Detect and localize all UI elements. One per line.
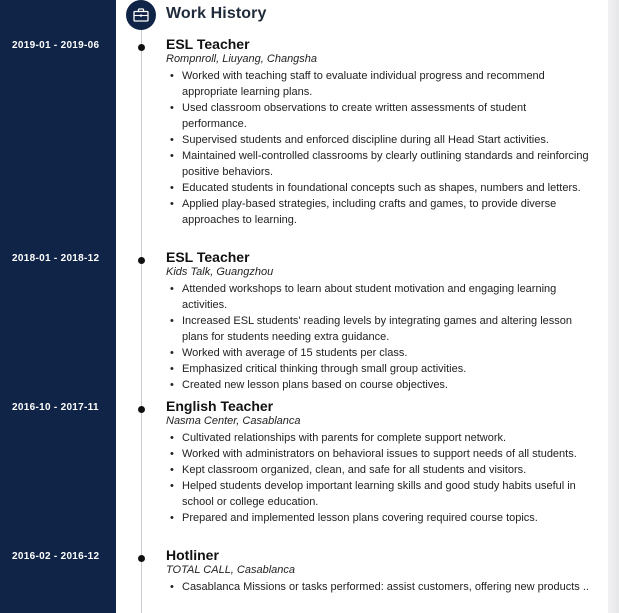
- list-item: • Kept classroom organized, clean, and safe for all students and visitors.: [166, 462, 591, 478]
- job-dates: 2018-01 - 2018-12: [12, 253, 100, 264]
- list-item: • Worked with average of 15 students per class.: [166, 345, 591, 361]
- job-title: English Teacher: [166, 398, 274, 414]
- job-bullets: [166, 281, 591, 393]
- list-item: • Educated students in foundational concepts such as shapes, numbers and letters.: [166, 180, 591, 196]
- list-item: • Created new lesson plans based on course objectives.: [166, 377, 591, 393]
- list-item: • Supervised students and enforced discipline during all Head Start activities.: [166, 132, 591, 148]
- page-edge-shadow: [608, 0, 619, 613]
- job-dates: 2016-02 - 2016-12: [12, 551, 100, 562]
- timeline-dot: [138, 555, 145, 562]
- timeline-dot: [138, 257, 145, 264]
- list-item: • Increased ESL students' reading levels by integrating games and altering lesson plans for students needing extra guidance.: [166, 313, 591, 345]
- list-item: • Casablanca Missions or tasks performed: assist customers, offering new products ..: [166, 579, 591, 595]
- job-title: Hotliner: [166, 547, 219, 563]
- list-item: • Cultivated relationships with parents for complete support network.: [166, 430, 591, 446]
- job-dates: 2016-10 - 2017-11: [12, 402, 99, 413]
- job-dates: 2019-01 - 2019-06: [12, 40, 100, 51]
- list-item: • Prepared and implemented lesson plans covering required course topics.: [166, 510, 591, 526]
- list-item: • Maintained well-controlled classrooms by clearly outlining standards and reinforcing positive behaviors.: [166, 148, 591, 180]
- section-title: Work History: [166, 5, 267, 22]
- job-title: ESL Teacher: [166, 36, 250, 52]
- job-title: ESL Teacher: [166, 249, 250, 265]
- sidebar: [0, 0, 116, 613]
- job-company: Nasma Center, Casablanca: [166, 415, 301, 427]
- timeline-line: [141, 28, 142, 613]
- timeline-dot: [138, 406, 145, 413]
- list-item: • Attended workshops to learn about student motivation and engaging learning activities.: [166, 281, 591, 313]
- briefcase-icon: [126, 0, 156, 30]
- list-item: • Worked with administrators on behavioral issues to support needs of all students.: [166, 446, 591, 462]
- job-bullets: [166, 68, 591, 228]
- job-bullets: [166, 430, 591, 526]
- job-company: Kids Talk, Guangzhou: [166, 266, 274, 278]
- list-item: • Emphasized critical thinking through small group activities.: [166, 361, 591, 377]
- job-bullets: [166, 579, 591, 595]
- list-item: • Applied play-based strategies, including crafts and games, to provide diverse approaches to learning.: [166, 196, 591, 228]
- timeline-dot: [138, 44, 145, 51]
- job-company: Rompnroll, Liuyang, Changsha: [166, 53, 318, 65]
- job-company: TOTAL CALL, Casablanca: [166, 564, 296, 576]
- list-item: • Helped students develop important learning skills and good study habits useful in school or college education.: [166, 478, 591, 510]
- list-item: • Used classroom observations to create written assessments of student performance.: [166, 100, 591, 132]
- list-item: • Worked with teaching staff to evaluate individual progress and recommend appropriate learning plans.: [166, 68, 591, 100]
